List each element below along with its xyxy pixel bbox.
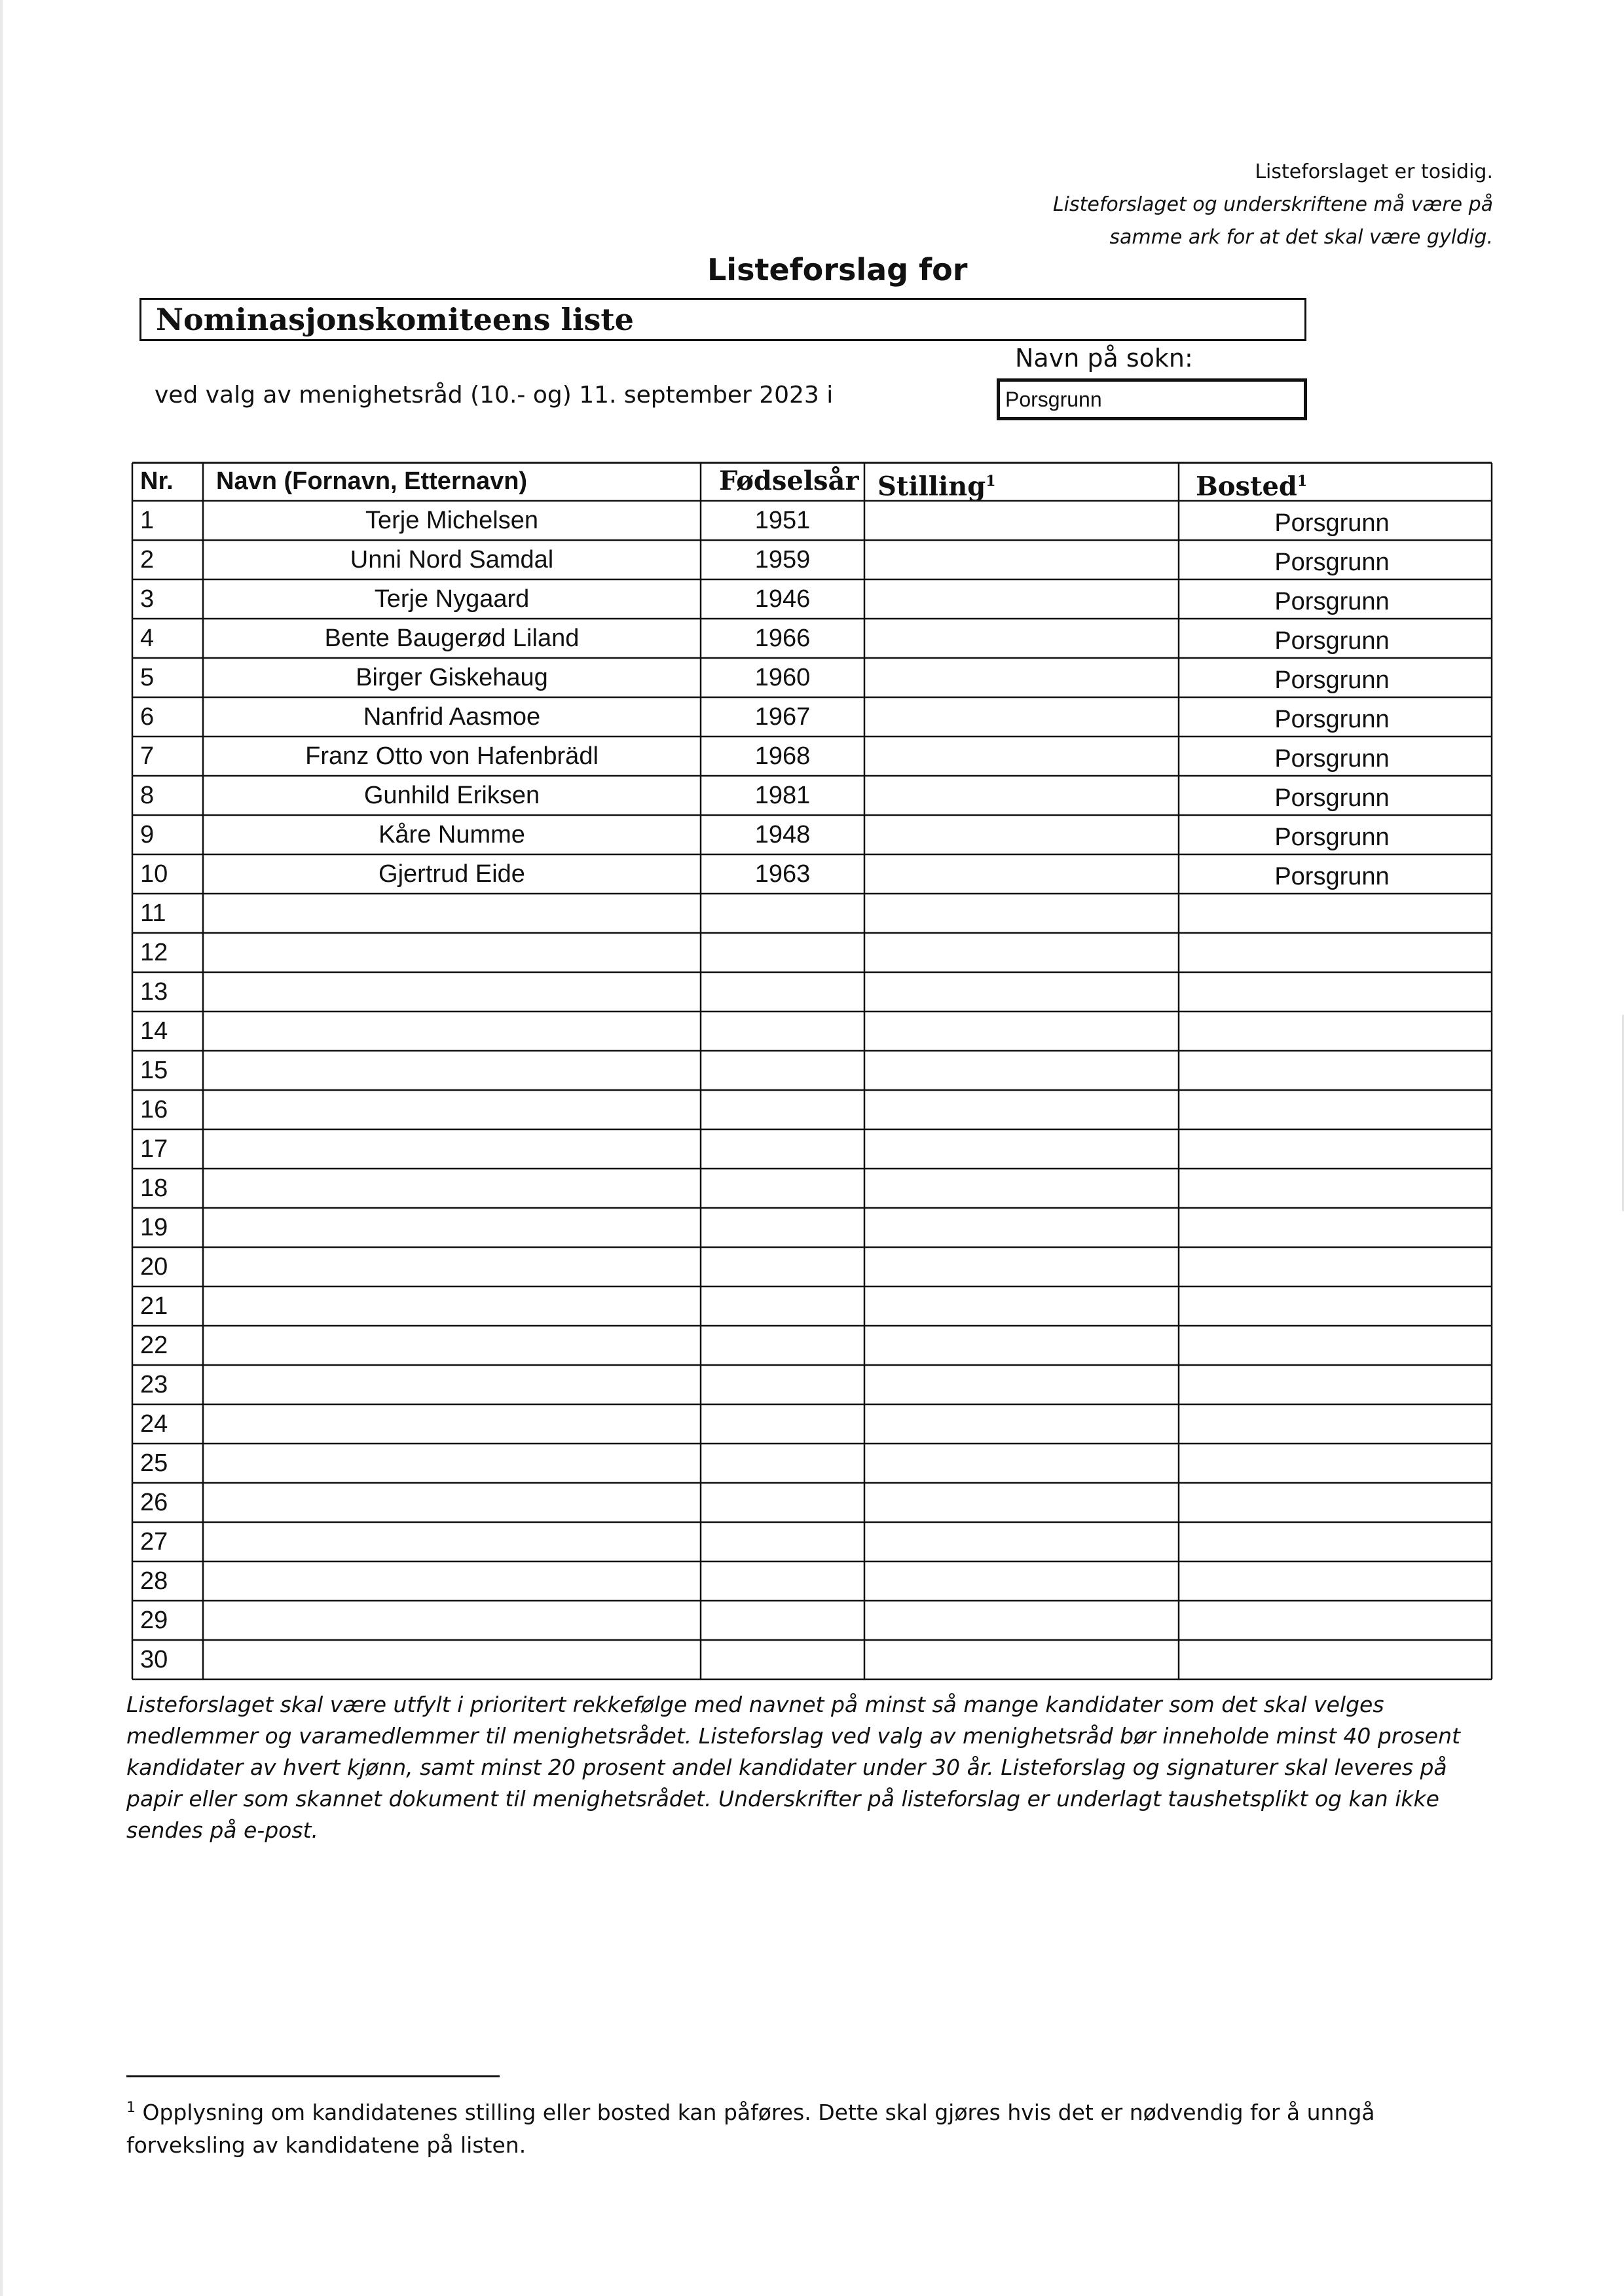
cell-name: Birger Giskehaug	[356, 664, 548, 691]
table-row[interactable]	[132, 1247, 1492, 1286]
header-year: Fødselsår	[719, 465, 859, 496]
header-nr: Nr.	[140, 467, 174, 495]
cell-bosted: Porsgrunn	[1274, 588, 1390, 615]
cell-nr: 4	[140, 625, 155, 652]
table-row[interactable]	[132, 894, 1492, 933]
header-stilling	[877, 462, 1179, 506]
cell-nr: 29	[140, 1607, 168, 1634]
footnote-mark: 1	[1297, 473, 1308, 490]
table-row[interactable]	[132, 1090, 1492, 1129]
cell-nr: 16	[140, 1096, 168, 1123]
cell-bosted: Porsgrunn	[1274, 824, 1390, 851]
cell-year: 1946	[754, 585, 811, 613]
table-row[interactable]	[132, 1444, 1492, 1483]
cell-year: 1981	[754, 782, 811, 809]
cell-name: Gunhild Eriksen	[363, 782, 540, 809]
cell-name: Franz Otto von Hafenbrädl	[305, 742, 599, 770]
cell-nr: 14	[140, 1017, 168, 1045]
footnote-mark: 1	[126, 2100, 136, 2116]
table-row[interactable]	[132, 1522, 1492, 1561]
table-row[interactable]	[132, 1640, 1492, 1679]
cell-nr: 19	[140, 1214, 168, 1241]
cell-year: 1963	[754, 860, 811, 888]
cell-bosted: Porsgrunn	[1274, 863, 1390, 890]
cell-bosted: Porsgrunn	[1274, 549, 1390, 576]
header-bosted	[1196, 462, 1492, 506]
cell-nr: 11	[140, 900, 166, 927]
cell-year: 1960	[754, 664, 811, 691]
cell-nr: 22	[140, 1332, 168, 1359]
cell-year: 1959	[754, 546, 811, 574]
cell-nr: 12	[140, 939, 168, 966]
footnote-mark: 1	[986, 473, 996, 490]
table-row[interactable]	[132, 1286, 1492, 1326]
table-row[interactable]	[132, 1326, 1492, 1365]
table-row[interactable]	[132, 933, 1492, 972]
header-name: Navn (Fornavn, Etternavn)	[216, 467, 528, 495]
cell-nr: 21	[140, 1292, 168, 1320]
cell-bosted: Porsgrunn	[1274, 745, 1390, 773]
cell-name: Nanfrid Aasmoe	[363, 703, 541, 731]
cell-year: 1948	[754, 821, 811, 848]
cell-nr: 24	[140, 1410, 168, 1438]
table-row[interactable]	[132, 1365, 1492, 1404]
cell-nr: 26	[140, 1489, 168, 1516]
cell-year: 1968	[754, 742, 811, 770]
cell-bosted: Porsgrunn	[1274, 627, 1390, 655]
cell-nr: 10	[140, 860, 168, 888]
footnote-divider	[126, 2075, 500, 2077]
cell-nr: 23	[140, 1371, 168, 1398]
instructions-text: Listeforslaget skal være utfylt i prioritert rekkefølge med navnet på minst så mange kandidater som det skal velges medlemmer og varamedlemmer til menighetsrådet. Listeforslag ved valg av menighetsråd bør inneholde minst 40 prosent kandidater av hvert kjønn, samt minst 20 prosent andel kandidater under 30 år. Listeforslag og signaturer skal leveres på papir eller som skannet dokument til menighetsrådet. Underskrifter på listeforslag er underlagt taushetsplikt og kan ikke sendes på e-post.	[126, 1692, 1460, 1843]
cell-nr: 20	[140, 1253, 168, 1281]
cell-name: Gjertrud Eide	[378, 860, 525, 888]
cell-nr: 7	[140, 742, 155, 770]
cell-bosted: Porsgrunn	[1274, 666, 1390, 694]
table-row[interactable]	[132, 1129, 1492, 1169]
election-text: ved valg av menighetsråd (10.- og) 11. september 2023 i	[155, 382, 834, 409]
table-row[interactable]	[132, 1601, 1492, 1640]
cell-nr: 6	[140, 703, 155, 731]
candidate-table	[131, 462, 1493, 1679]
cell-nr: 8	[140, 782, 155, 809]
table-row[interactable]	[132, 1404, 1492, 1444]
table-row[interactable]	[132, 1011, 1492, 1051]
cell-name: Terje Michelsen	[365, 507, 538, 534]
cell-name: Unni Nord Samdal	[350, 546, 554, 574]
table-row[interactable]	[132, 1169, 1492, 1208]
cell-nr: 9	[140, 821, 155, 848]
cell-nr: 18	[140, 1175, 168, 1202]
table-row[interactable]	[132, 1051, 1492, 1090]
cell-year: 1967	[754, 703, 811, 731]
sokn-label: Navn på sokn:	[1015, 344, 1193, 373]
cell-nr: 5	[140, 664, 155, 691]
sokn-value: Porsgrunn	[1005, 388, 1102, 411]
table-row[interactable]	[132, 972, 1492, 1011]
cell-nr: 25	[140, 1449, 168, 1477]
cell-year: 1951	[754, 507, 811, 534]
cell-nr: 3	[140, 585, 155, 613]
header-bosted-label: Bosted	[1196, 471, 1297, 502]
page-title: Listeforslag for	[707, 252, 968, 287]
table-row[interactable]	[132, 1208, 1492, 1247]
cell-nr: 2	[140, 546, 155, 574]
cell-bosted: Porsgrunn	[1274, 706, 1390, 733]
cell-nr: 30	[140, 1646, 168, 1673]
list-name-value: Nominasjonskomiteens liste	[156, 302, 634, 337]
cell-name: Kåre Numme	[378, 821, 525, 848]
cell-name: Terje Nygaard	[374, 585, 530, 613]
header-stilling-label: Stilling	[877, 471, 986, 502]
footnote-text: Opplysning om kandidatenes stilling eller bosted kan påføres. Dette skal gjøres hvis det er nødvendig for å unngå forveksling av kandidatene på listen.	[126, 2100, 1375, 2158]
cell-nr: 17	[140, 1135, 168, 1163]
cell-bosted: Porsgrunn	[1274, 509, 1390, 537]
cell-nr: 15	[140, 1057, 168, 1084]
notice-same-sheet-line1: Listeforslaget og underskriftene må være på	[1052, 193, 1493, 216]
table-row[interactable]	[132, 1483, 1492, 1522]
cell-nr: 28	[140, 1567, 168, 1595]
notice-same-sheet-line2: samme ark for at det skal være gyldig.	[1109, 226, 1493, 249]
cell-nr: 27	[140, 1528, 168, 1556]
cell-name: Bente Baugerød Liland	[324, 625, 580, 652]
cell-year: 1966	[754, 625, 811, 652]
cell-nr: 13	[140, 978, 168, 1006]
table-row[interactable]	[132, 1561, 1492, 1601]
footnote	[126, 2092, 1488, 2162]
cell-bosted: Porsgrunn	[1274, 784, 1390, 812]
cell-nr: 1	[140, 507, 155, 534]
scan-edge	[0, 0, 3, 2296]
notice-two-sided: Listeforslaget er tosidig.	[1255, 160, 1493, 183]
